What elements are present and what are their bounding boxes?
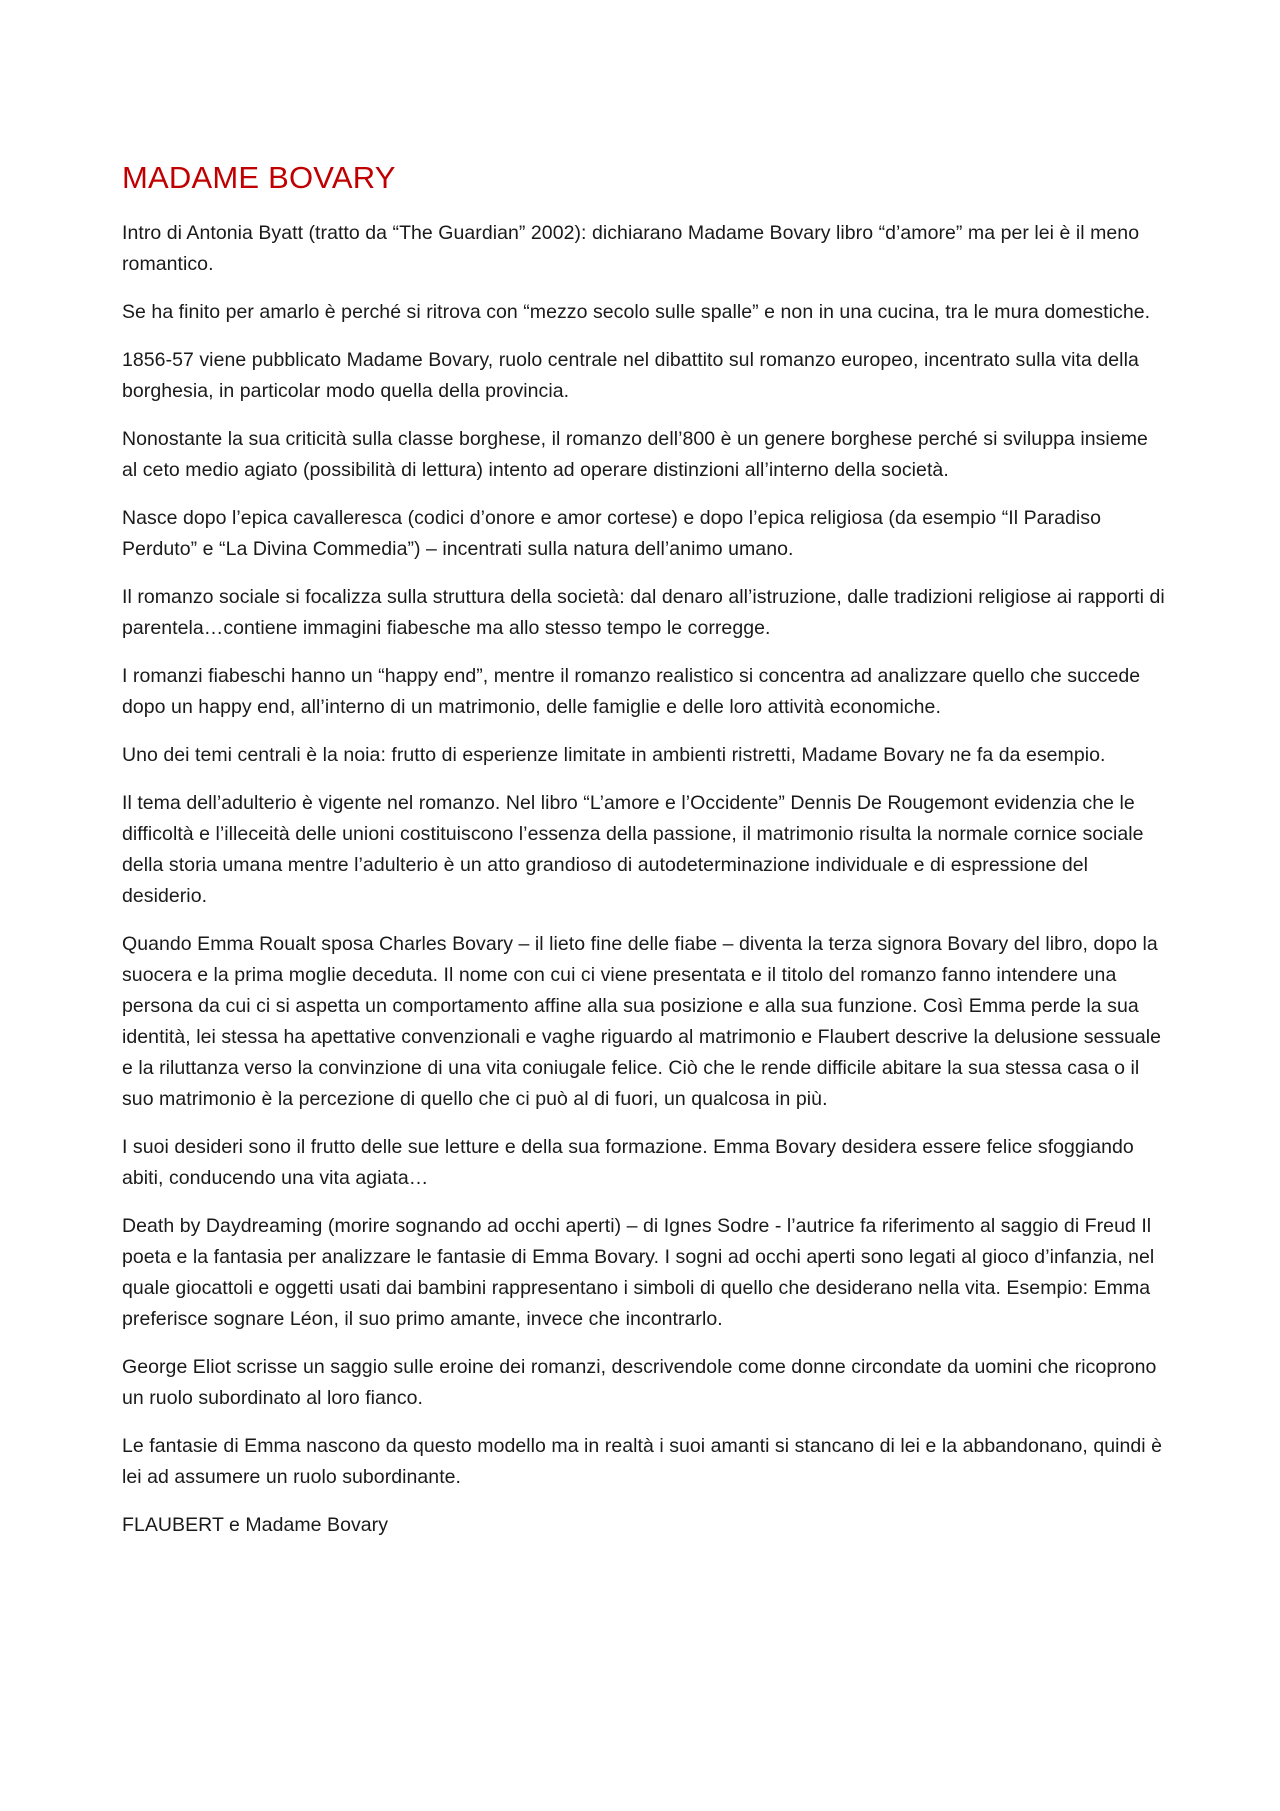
paragraph: George Eliot scrisse un saggio sulle eroine dei romanzi, descrivendole come donne circondate da uomini che ricoprono un ruolo subordinato al loro fianco. [122, 1356, 1157, 1409]
paragraph: Uno dei temi centrali è la noia: frutto di esperienze limitate in ambienti ristretti, Madame Bovary ne fa da esempio. [122, 744, 1106, 766]
paragraph: Se ha finito per amarlo è perché si ritrova con “mezzo secolo sulle spalle” e non in una cucina, tra le mura domestiche. [122, 301, 1151, 323]
section-heading-flaubert: FLAUBERT e Madame Bovary [122, 1514, 389, 1536]
paragraph: Nasce dopo l’epica cavalleresca (codici d’onore e amor cortese) e dopo l’epica religiosa (da esempio “Il Paradiso Perduto” e “La Divina Commedia”) – incentrati sulla natura dell’animo umano. [122, 507, 1101, 560]
paragraph: Il tema dell’adulterio è vigente nel romanzo. Nel libro “L’amore e l’Occidente” Dennis De Rougemont evidenzia che le difficoltà e l’illeceità delle unioni costituiscono l’essenza della passione, il matrimonio risulta la normale cornice sociale della storia umana mentre l’adulterio è un atto grandioso di autodeterminazione individuale e di espressione del desiderio. [122, 792, 1144, 907]
paragraph: Il romanzo sociale si focalizza sulla struttura della società: dal denaro all’istruzione, dalle tradizioni religiose ai rapporti di parentela…contiene immagini fiabesche ma allo stesso tempo le corregge. [122, 586, 1165, 639]
paragraph: Quando Emma Roualt sposa Charles Bovary – il lieto fine delle fiabe – diventa la terza signora Bovary del libro, dopo la suocera e la prima moglie deceduta. Il nome con cui ci viene presentata e il titolo del romanzo fanno intendere una persona da cui ci si aspetta un comportamento affine alla sua posizione e alla sua funzione. Così Emma perde la sua identità, lei stessa ha apettative convenzionali e vaghe riguardo al matrimonio e Flaubert descrive la delusione sessuale e la riluttanza verso la convinzione di una vita coniugale felice. Ciò che le rende difficile abitare la sua stessa casa o il suo matrimonio è la percezione di quello che ci può al di fuori, un qualcosa in più. [122, 933, 1162, 1110]
paragraph: Nonostante la sua criticità sulla classe borghese, il romanzo dell’800 è un genere borghese perché si sviluppa insieme al ceto medio agiato (possibilità di lettura) intento ad operare distinzioni all’interno della società. [122, 428, 1148, 481]
paragraph-intro: Intro di Antonia Byatt (tratto da “The Guardian” 2002): dichiarano Madame Bovary libro “d’amore” ma per lei è il meno romantico. [122, 222, 1140, 275]
paragraph: I suoi desideri sono il frutto delle sue letture e della sua formazione. Emma Bovary desidera essere felice sfoggiando abiti, conducendo una vita agiata… [122, 1136, 1134, 1189]
paragraph: I romanzi fiabeschi hanno un “happy end”, mentre il romanzo realistico si concentra ad analizzare quello che succede dopo un happy end, all’interno di un matrimonio, delle famiglie e delle loro attività economiche. [122, 665, 1141, 718]
paragraph: 1856-57 viene pubblicato Madame Bovary, ruolo centrale nel dibattito sul romanzo europeo, incentrato sulla vita della borghesia, in particolar modo quella della provincia. [122, 349, 1139, 402]
paragraph: Le fantasie di Emma nascono da questo modello ma in realtà i suoi amanti si stancano di lei e la abbandonano, quindi è lei ad assumere un ruolo subordinante. [122, 1435, 1163, 1488]
document-body [122, 158, 1167, 1558]
document-title: MADAME BOVARY [122, 160, 396, 195]
paragraph: Death by Daydreaming (morire sognando ad occhi aperti) – di Ignes Sodre - l’autrice fa riferimento al saggio di Freud Il poeta e la fantasia per analizzare le fantasie di Emma Bovary. I sogni ad occhi aperti sono legati al gioco d’infanzia, nel quale giocattoli e oggetti usati dai bambini rappresentano i simboli di quello che desiderano nella vita. Esempio: Emma preferisce sognare Léon, il suo primo amante, invece che incontrarlo. [122, 1215, 1155, 1330]
